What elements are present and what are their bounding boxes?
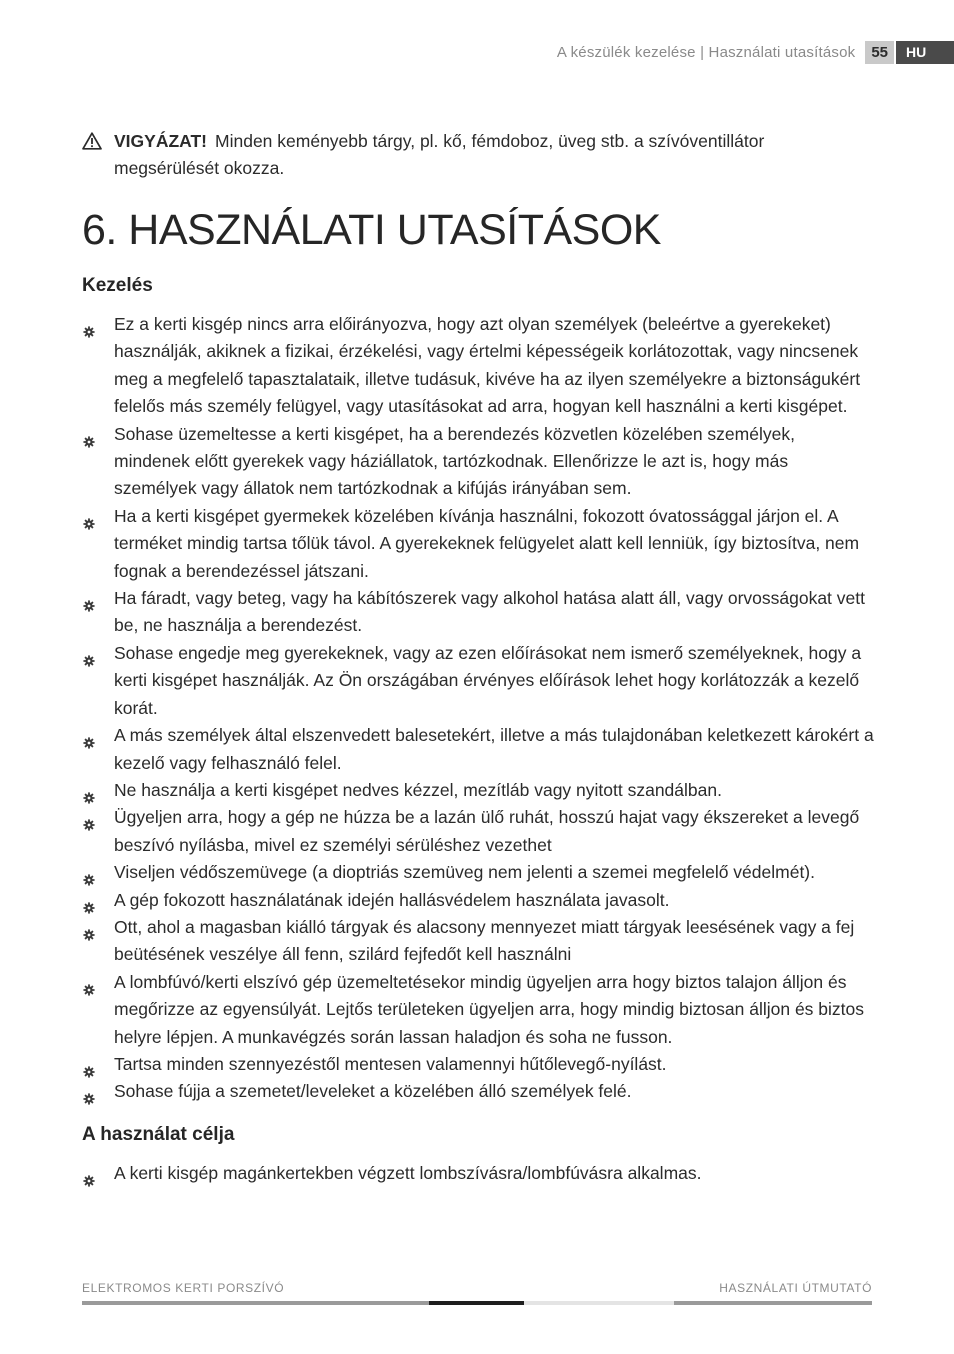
- list-item: [82, 640, 874, 722]
- list-item-text: Ott, ahol a magasban kiálló tárgyak és alacsony mennyezet miatt tárgyak leesésének vagy a fej beütésének veszélye áll fenn, szilárd fejfedőt kell használni: [114, 916, 855, 965]
- warning-triangle-icon: [82, 132, 102, 150]
- bullet-icon: [83, 1059, 95, 1071]
- list-item: [82, 503, 874, 585]
- list-item-text: A más személyek által elszenvedett balesetekért, illetve a más tulajdonában keletkezett károkért a kezelő vagy felhasználó felel.: [114, 725, 874, 773]
- list-item-text: Ne használja a kerti kisgépet nedves kézzel, mezítláb vagy nyitott szandálban.: [114, 779, 722, 800]
- bullet-icon: [83, 895, 95, 907]
- intended-use-list: [82, 1160, 874, 1187]
- list-item-text: Viseljen védőszemüvege (a dioptriás szemüveg nem jelenti a szemei megfelelő védelmét).: [114, 862, 815, 883]
- bullet-icon: [83, 867, 95, 879]
- list-item-text: Sohase üzemeltesse a kerti kisgépet, ha a berendezés közvetlen közelében személyek, mindenek előtt gyerekek vagy háziállatok, tartózkodnak. Ellenőrizze le azt is, hogy más személyek vagy állatok nem tartózkodnak a kifújás irányában sem.: [114, 423, 795, 499]
- bullet-icon: [83, 730, 95, 742]
- list-item-text: Sohase fújja a szemetet/leveleket a közelében álló személyek felé.: [114, 1081, 632, 1102]
- list-item: [82, 969, 874, 1051]
- bullet-icon: [83, 812, 95, 824]
- list-item-text: A kerti kisgép magánkertekben végzett lombszívásra/lombfúvásra alkalmas.: [114, 1162, 702, 1183]
- bullet-icon: [83, 593, 95, 605]
- list-item: [82, 1160, 874, 1187]
- list-item: [82, 859, 874, 886]
- list-item: [82, 777, 874, 804]
- breadcrumb: A készülék kezelése | Használati utasítások: [556, 44, 856, 61]
- list-item-text: Ügyeljen arra, hogy a gép ne húzza be a lazán ülő ruhát, hosszú hajat vagy ékszereket a levegő beszívó nyílásba, mivel ez személyi sérüléshez vezethet: [114, 807, 860, 855]
- page-number: 55: [865, 41, 894, 64]
- bullet-icon: [83, 922, 95, 934]
- footer-bar: [82, 1301, 872, 1305]
- footer-bar-segment: [82, 1301, 429, 1305]
- bullet-icon: [83, 1168, 95, 1180]
- list-item: [82, 311, 874, 421]
- bullet-icon: [83, 785, 95, 797]
- list-item: [82, 887, 874, 914]
- footer-bar-segment: [674, 1301, 872, 1305]
- warning-text: Minden keményebb tárgy, pl. kő, fémdoboz, üveg stb. a szívóventillátor megsérülését okozza.: [114, 131, 765, 178]
- footer-document-type: HASZNÁLATI ÚTMUTATÓ: [719, 1281, 872, 1295]
- list-item: [82, 722, 874, 777]
- bullet-icon: [83, 648, 95, 660]
- section-title: 6. HASZNÁLATI UTASÍTÁSOK: [82, 206, 661, 254]
- safety-instructions-list: [82, 311, 874, 1106]
- bullet-icon: [83, 511, 95, 523]
- footer-product-name: ELEKTROMOS KERTI PORSZÍVÓ: [82, 1281, 285, 1295]
- warning-label: VIGYÁZAT!: [114, 131, 208, 151]
- list-item: [82, 914, 874, 969]
- list-item: [82, 1078, 874, 1105]
- page-content: [82, 128, 874, 1187]
- list-item-text: A lombfúvó/kerti elszívó gép üzemeltetésekor mindig ügyeljen arra hogy biztos talajon álljon és megőrizze az egyensúlyát. Lejtős területeken ügyeljen arra, hogy mindig biztosan álljon és biztos helyre lépjen. A munkavégzés során lassan haladjon és soha ne fusson.: [114, 971, 865, 1047]
- list-item-text: A gép fokozott használatának idején hallásvédelem használata javasolt.: [114, 889, 670, 910]
- language-badge: HU: [896, 41, 954, 64]
- list-item: [82, 804, 874, 859]
- list-item-text: Tartsa minden szennyezéstől mentesen valamennyi hűtőlevegő-nyílást.: [114, 1053, 667, 1074]
- page-header: [557, 41, 954, 64]
- list-item: [82, 421, 874, 503]
- bullet-icon: [83, 977, 95, 989]
- list-item: [82, 1051, 874, 1078]
- footer-bar-segment: [429, 1301, 524, 1305]
- bullet-icon: [83, 1086, 95, 1098]
- footer-bar-segment: [524, 1301, 674, 1305]
- subsection-heading-kezeles: Kezelés: [82, 275, 153, 296]
- warning-notice: [82, 128, 874, 182]
- subsection-heading-hasznalat-celja: A használat célja: [82, 1123, 235, 1145]
- list-item: [82, 585, 874, 640]
- bullet-icon: [83, 319, 95, 331]
- bullet-icon: [83, 429, 95, 441]
- list-item-text: Ha a kerti kisgépet gyermekek közelében kívánja használni, fokozott óvatossággal járjon el. A terméket mindig tartsa tőlük távol. A gyerekeknek felügyelet alatt kell lenniük, így biztosítva, nem fognak a berendezéssel játszani.: [114, 505, 860, 581]
- list-item-text: Ha fáradt, vagy beteg, vagy ha kábítószerek vagy alkohol hatása alatt áll, vagy orvosságokat vett be, ne használja a berendezést.: [114, 588, 865, 636]
- list-item-text: Ez a kerti kisgép nincs arra előirányozva, hogy azt olyan személyek (beleértve a gyerekeket) használják, akiknek a fizikai, érzékelési, vagy értelmi képességeik korlátozottak, vagy nincsenek meg a megfelelő tapasztalataik, illetve tudásuk, kivéve ha az ilyen személyekre a biztonságukért felelős más személy felügyel, vagy utasításokat ad arra, hogyan kell használni a kerti kisgépet.: [114, 314, 861, 417]
- list-item-text: Sohase engedje meg gyerekeknek, vagy az ezen előírásokat nem ismerő személyeknek, hogy a kerti kisgépet használják. Az Ön országában érvényes előírások lehet hogy korlátozzák a kezelő korát.: [114, 642, 862, 718]
